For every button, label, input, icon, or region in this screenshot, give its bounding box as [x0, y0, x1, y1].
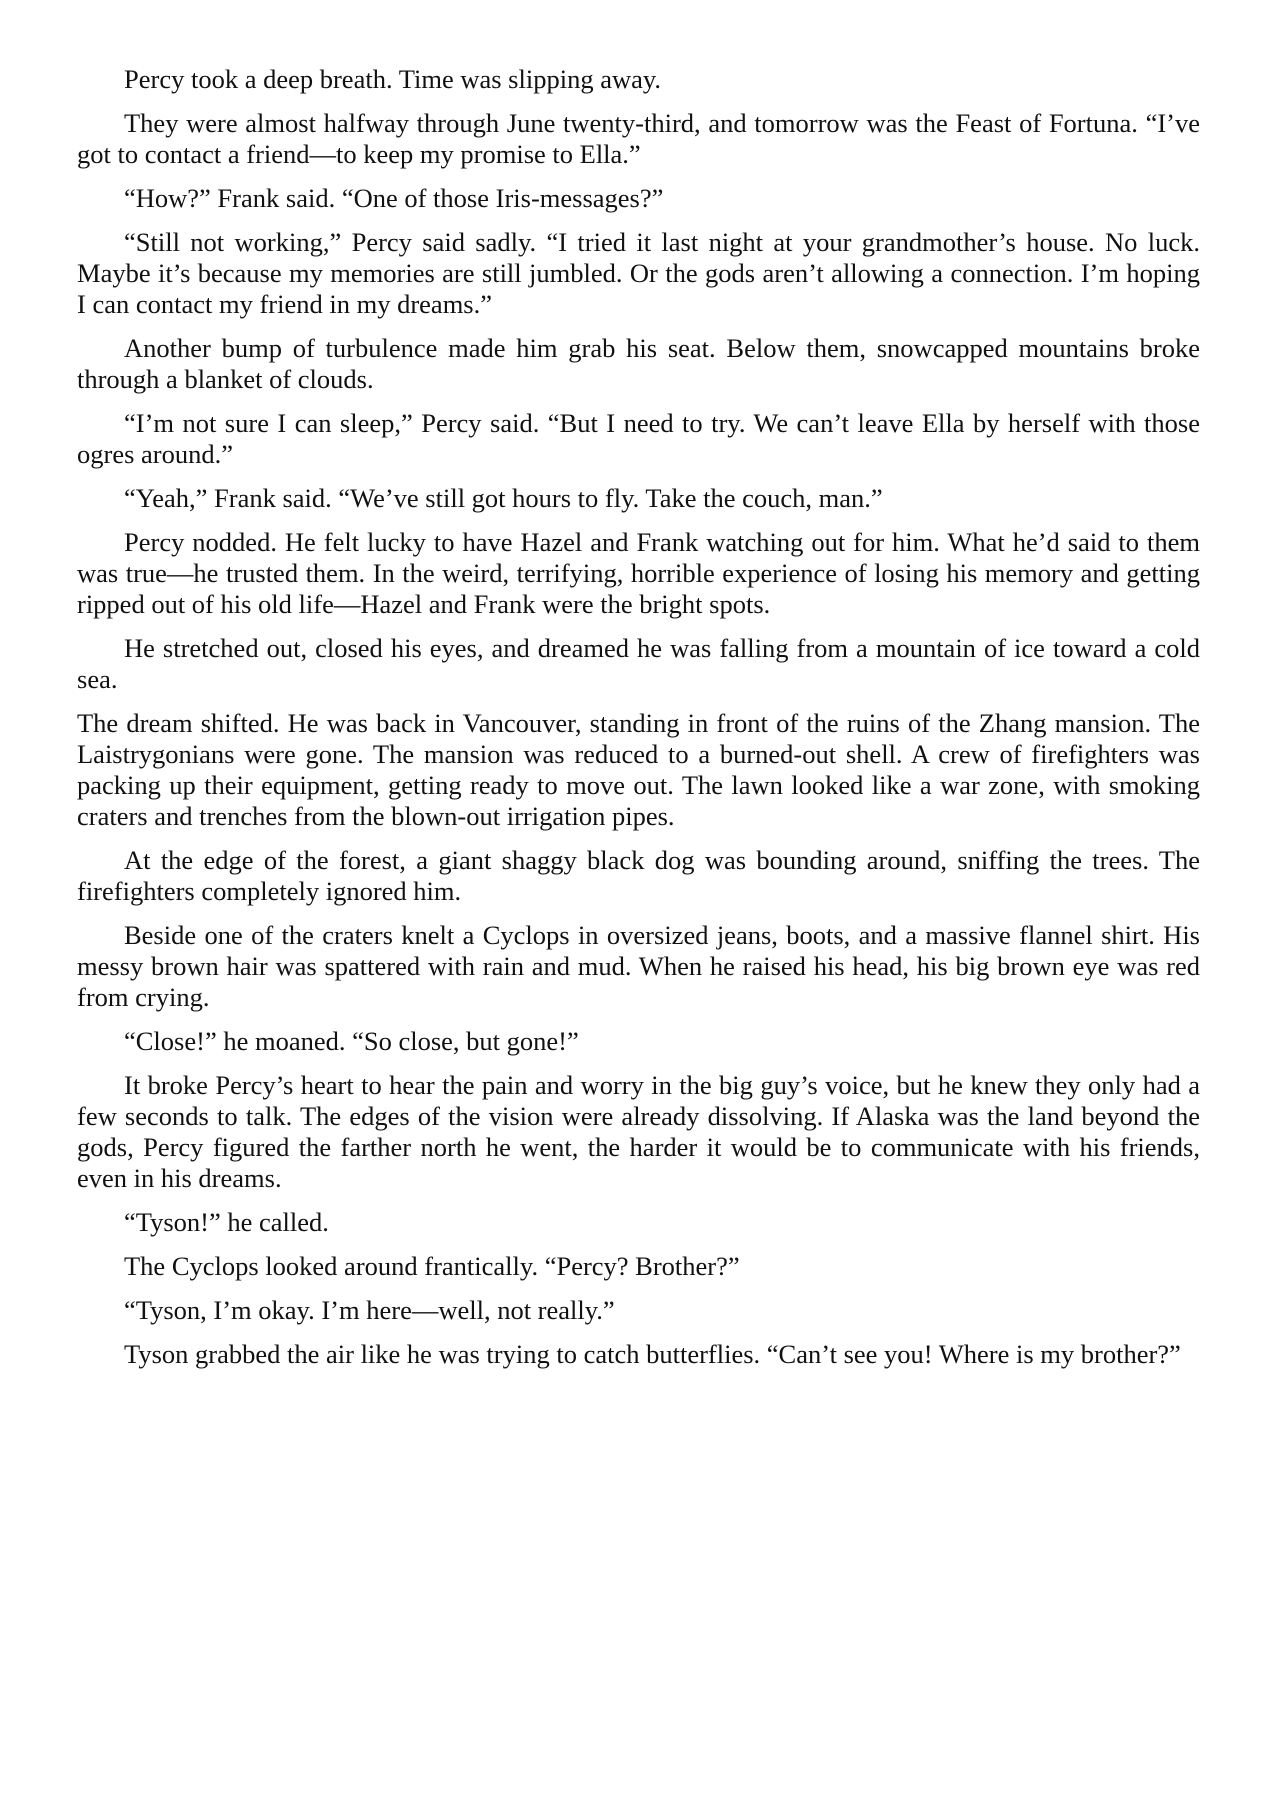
paragraph: “Close!” he moaned. “So close, but gone!” — [124, 1026, 579, 1056]
paragraph: “How?” Frank said. “One of those Iris-messages?” — [124, 183, 664, 213]
paragraph: The dream shifted. He was back in Vancouver, standing in front of the ruins of the Zhang mansion. The Laistrygonians were gone. The mansion was reduced to a burned-out shell. A crew of firefighters was packing up their equipment, getting ready to move out. The lawn looked like a war zone, with smoking craters and trenches from the blown-out irrigation pipes. — [77, 708, 1200, 831]
paragraph: The Cyclops looked around frantically. “Percy? Brother?” — [124, 1251, 740, 1281]
paragraph: “Yeah,” Frank said. “We’ve still got hours to fly. Take the couch, man.” — [124, 483, 883, 513]
paragraph: “Tyson!” he called. — [124, 1207, 329, 1237]
paragraph: They were almost halfway through June twenty-third, and tomorrow was the Feast of Fortuna. “I’ve got to contact a friend—to keep my promise to Ella.” — [77, 108, 1200, 169]
paragraph: “Tyson, I’m okay. I’m here—well, not really.” — [124, 1295, 615, 1325]
paragraph: Another bump of turbulence made him grab his seat. Below them, snowcapped mountains broke through a blanket of clouds. — [77, 333, 1200, 394]
book-page — [77, 64, 1200, 1383]
paragraph: At the edge of the forest, a giant shaggy black dog was bounding around, sniffing the trees. The firefighters completely ignored him. — [77, 845, 1200, 906]
paragraph: Percy nodded. He felt lucky to have Hazel and Frank watching out for him. What he’d said to them was true—he trusted them. In the weird, terrifying, horrible experience of losing his memory and getting ripped out of his old life—Hazel and Frank were the bright spots. — [77, 527, 1200, 619]
paragraph: “Still not working,” Percy said sadly. “I tried it last night at your grandmother’s house. No luck. Maybe it’s because my memories are still jumbled. Or the gods aren’t allowing a connection. I’m hoping I can contact my friend in my dreams.” — [77, 227, 1200, 319]
paragraph: He stretched out, closed his eyes, and dreamed he was falling from a mountain of ice toward a cold sea. — [77, 633, 1200, 694]
paragraph: It broke Percy’s heart to hear the pain and worry in the big guy’s voice, but he knew they only had a few seconds to talk. The edges of the vision were already dissolving. If Alaska was the land beyond the gods, Percy figured the farther north he went, the harder it would be to communicate with his friends, even in his dreams. — [77, 1070, 1200, 1193]
paragraph: Tyson grabbed the air like he was trying to catch butterflies. “Can’t see you! Where is my brother?” — [124, 1339, 1181, 1369]
paragraph: “I’m not sure I can sleep,” Percy said. “But I need to try. We can’t leave Ella by herself with those ogres around.” — [77, 408, 1200, 469]
paragraph: Percy took a deep breath. Time was slipping away. — [124, 64, 662, 94]
paragraph: Beside one of the craters knelt a Cyclops in oversized jeans, boots, and a massive flannel shirt. His messy brown hair was spattered with rain and mud. When he raised his head, his big brown eye was red from crying. — [77, 920, 1200, 1012]
